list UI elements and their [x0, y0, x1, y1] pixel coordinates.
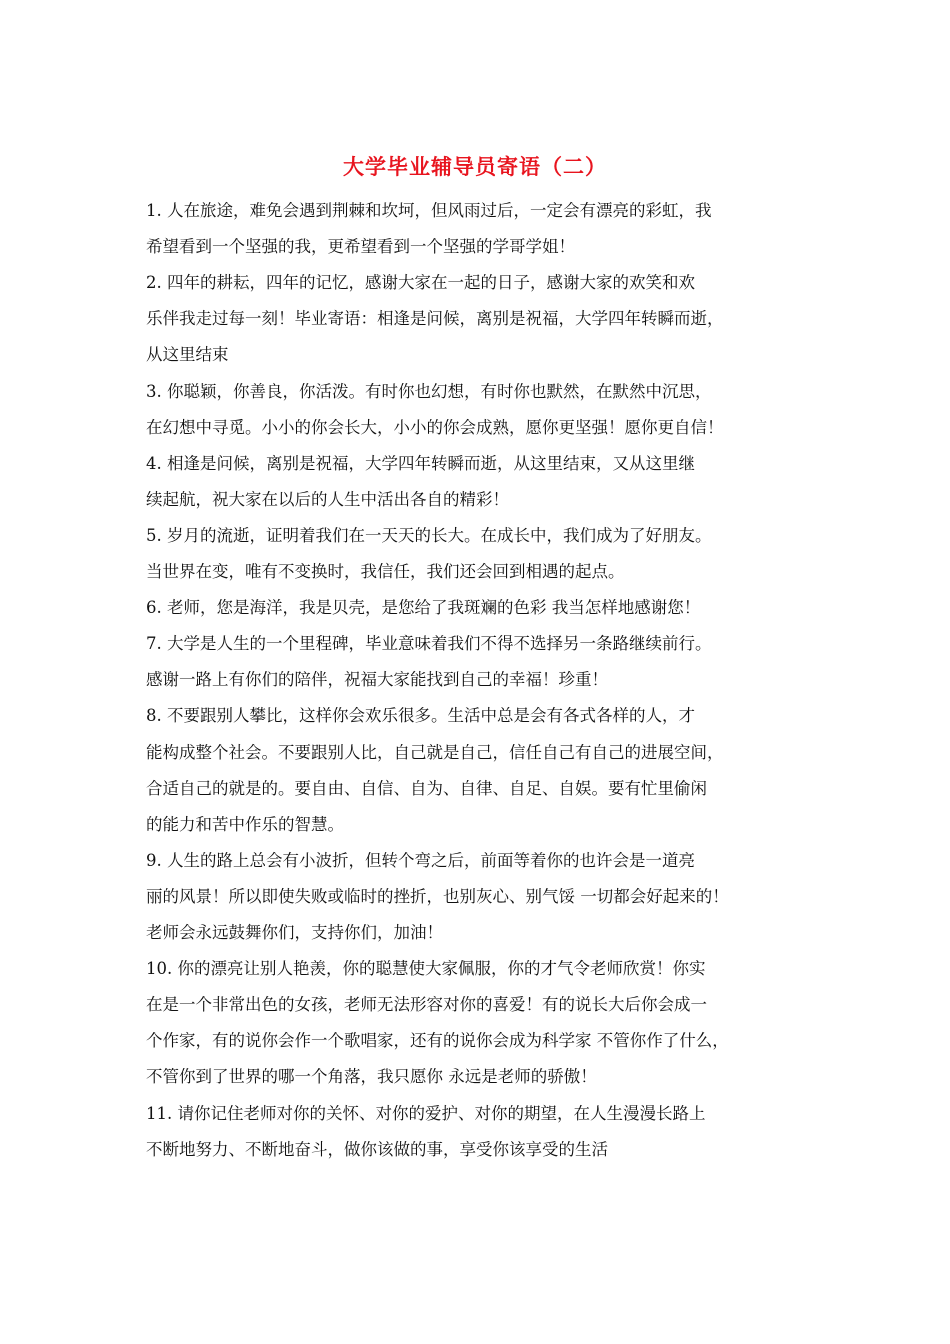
paragraph-line: 不管你到了世界的哪一个角落，我只愿你 永远是老师的骄傲！ — [146, 1067, 597, 1087]
paragraph-line: 续起航，祝大家在以后的人生中活出各自的精彩！ — [146, 489, 509, 509]
paragraph-line: 当世界在变，唯有不变换时，我信任，我们还会回到相遇的起点。 — [146, 562, 625, 581]
paragraph-line: 在幻想中寻觅。小小的你会长大，小小的你会成熟，愿你更坚强！愿你更自信！ — [146, 417, 724, 437]
paragraph-line: 7. 大学是人生的一个里程碑，毕业意味着我们不得不选择另一条路继续前行。 — [146, 634, 712, 654]
paragraph-line: 丽的风景！所以即使失败或临时的挫折，也别灰心、别气馁 一切都会好起来的！ — [146, 886, 729, 906]
paragraph-line: 6. 老师，您是海洋，我是贝壳，是您给了我斑斓的色彩 我当怎样地感谢您！ — [146, 598, 701, 618]
paragraph-line: 8. 不要跟别人攀比，这样你会欢乐很多。生活中总是会有各式各样的人，才 — [146, 706, 695, 726]
paragraph-line: 9. 人生的路上总会有小波折，但转个弯之后，前面等着你的也许会是一道亮 — [146, 850, 695, 870]
paragraph-line: 感谢一路上有你们的陪伴，祝福大家能找到自己的幸福！珍重！ — [146, 670, 608, 690]
paragraph-line: 5. 岁月的流逝，证明着我们在一天天的长大。在成长中，我们成为了好朋友。 — [146, 525, 712, 545]
paragraph-line: 乐伴我走过每一刻！毕业寄语：相逢是问候，离别是祝福，大学四年转瞬而逝， — [146, 309, 724, 329]
document-title: 大学毕业辅导员寄语（二） — [343, 155, 607, 179]
paragraph-line: 11. 请你记住老师对你的关怀、对你的爱护、对你的期望，在人生漫漫长路上 — [146, 1103, 706, 1123]
paragraph-line: 能构成整个社会。不要跟别人比，自己就是自己，信任自己有自己的进展空间， — [146, 742, 724, 762]
paragraph-line: 在是一个非常出色的女孩，老师无法形容对你的喜爱！有的说长大后你会成一 — [146, 995, 707, 1015]
paragraph-line: 4. 相逢是问候，离别是祝福，大学四年转瞬而逝，从这里结束，又从这里继 — [146, 453, 695, 473]
paragraph-line: 老师会永远鼓舞你们，支持你们，加油！ — [146, 923, 443, 942]
paragraph-line: 2. 四年的耕耘，四年的记忆，感谢大家在一起的日子，感谢大家的欢笑和欢 — [146, 273, 695, 293]
paragraph-line: 1. 人在旅途，难免会遇到荆棘和坎坷，但风雨过后，一定会有漂亮的彩虹，我 — [146, 201, 712, 220]
paragraph-line: 不断地努力、不断地奋斗，做你该做的事，享受你该享受的生活 — [146, 1139, 608, 1159]
paragraph-line: 的能力和苦中作乐的智慧。 — [146, 814, 344, 834]
paragraph-line: 10. 你的漂亮让别人艳羡，你的聪慧使大家佩服，你的才气令老师欣赏！你实 — [146, 959, 706, 979]
paragraph-line: 合适自己的就是的。要自由、自信、自为、自律、自足、自娱。要有忙里偷闲 — [146, 778, 707, 798]
paragraph-line: 希望看到一个坚强的我，更希望看到一个坚强的学哥学姐！ — [146, 237, 575, 257]
paragraph-line: 个作家，有的说你会作一个歌唱家，还有的说你会成为科学家 不管你作了什么， — [146, 1031, 729, 1051]
paragraph-line: 3. 你聪颖，你善良，你活泼。有时你也幻想，有时你也默然，在默然中沉思， — [146, 381, 712, 401]
paragraph-line: 从这里结束 — [146, 345, 229, 365]
